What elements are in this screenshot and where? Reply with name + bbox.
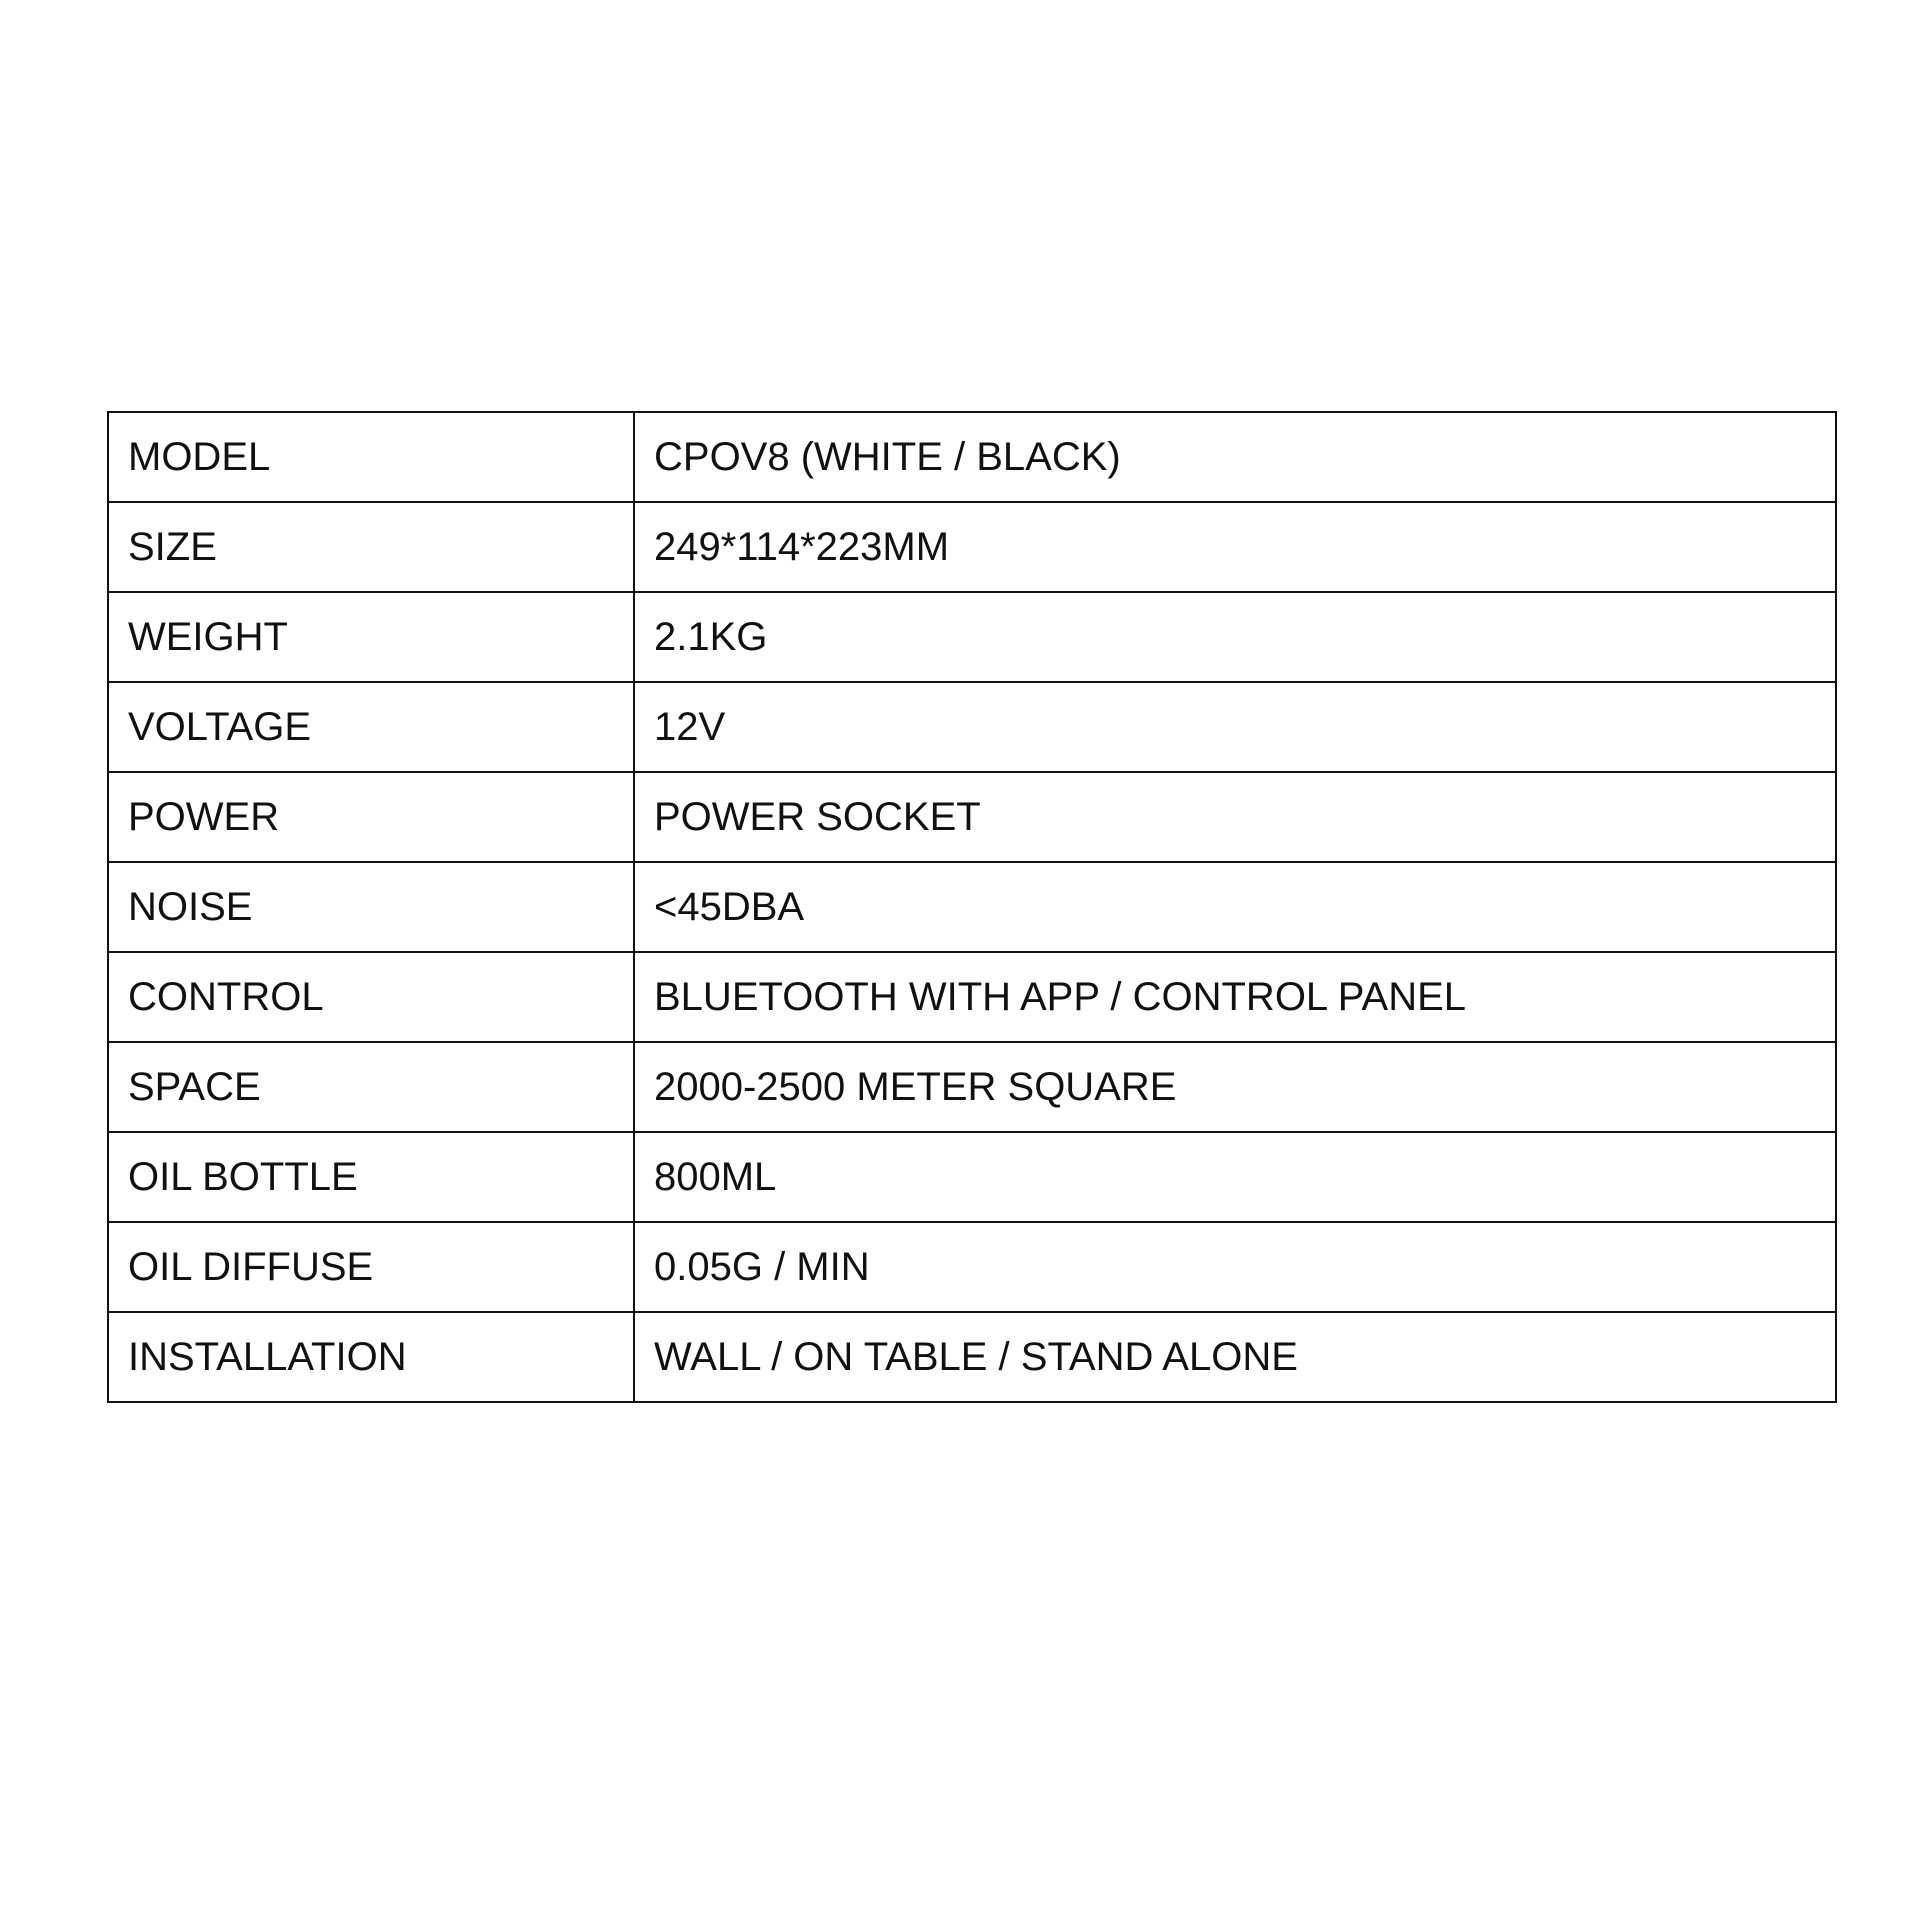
spec-label: OIL DIFFUSE	[108, 1222, 634, 1312]
spec-value: POWER SOCKET	[634, 772, 1836, 862]
table-row	[108, 412, 1836, 502]
spec-label: SIZE	[108, 502, 634, 592]
spec-value: 2.1KG	[634, 592, 1836, 682]
spec-label: INSTALLATION	[108, 1312, 634, 1402]
spec-label: SPACE	[108, 1042, 634, 1132]
spec-label: VOLTAGE	[108, 682, 634, 772]
table-row	[108, 682, 1836, 772]
table-row	[108, 952, 1836, 1042]
spec-label: OIL BOTTLE	[108, 1132, 634, 1222]
spec-value: 249*114*223MM	[634, 502, 1836, 592]
spec-label: WEIGHT	[108, 592, 634, 682]
spec-label: NOISE	[108, 862, 634, 952]
table-row	[108, 862, 1836, 952]
table-row	[108, 502, 1836, 592]
table-row	[108, 772, 1836, 862]
spec-value: WALL / ON TABLE / STAND ALONE	[634, 1312, 1836, 1402]
table-row	[108, 592, 1836, 682]
table-row	[108, 1042, 1836, 1132]
table-row	[108, 1132, 1836, 1222]
spec-label: POWER	[108, 772, 634, 862]
spec-value: 0.05G / MIN	[634, 1222, 1836, 1312]
spec-value: 2000-2500 METER SQUARE	[634, 1042, 1836, 1132]
spec-label: MODEL	[108, 412, 634, 502]
spec-value: 800ML	[634, 1132, 1836, 1222]
table-row	[108, 1312, 1836, 1402]
specifications-table	[107, 411, 1837, 1403]
spec-value: 12V	[634, 682, 1836, 772]
spec-value: <45DBA	[634, 862, 1836, 952]
table-row	[108, 1222, 1836, 1312]
spec-label: CONTROL	[108, 952, 634, 1042]
spec-value: CPOV8 (WHITE / BLACK)	[634, 412, 1836, 502]
spec-value: BLUETOOTH WITH APP / CONTROL PANEL	[634, 952, 1836, 1042]
